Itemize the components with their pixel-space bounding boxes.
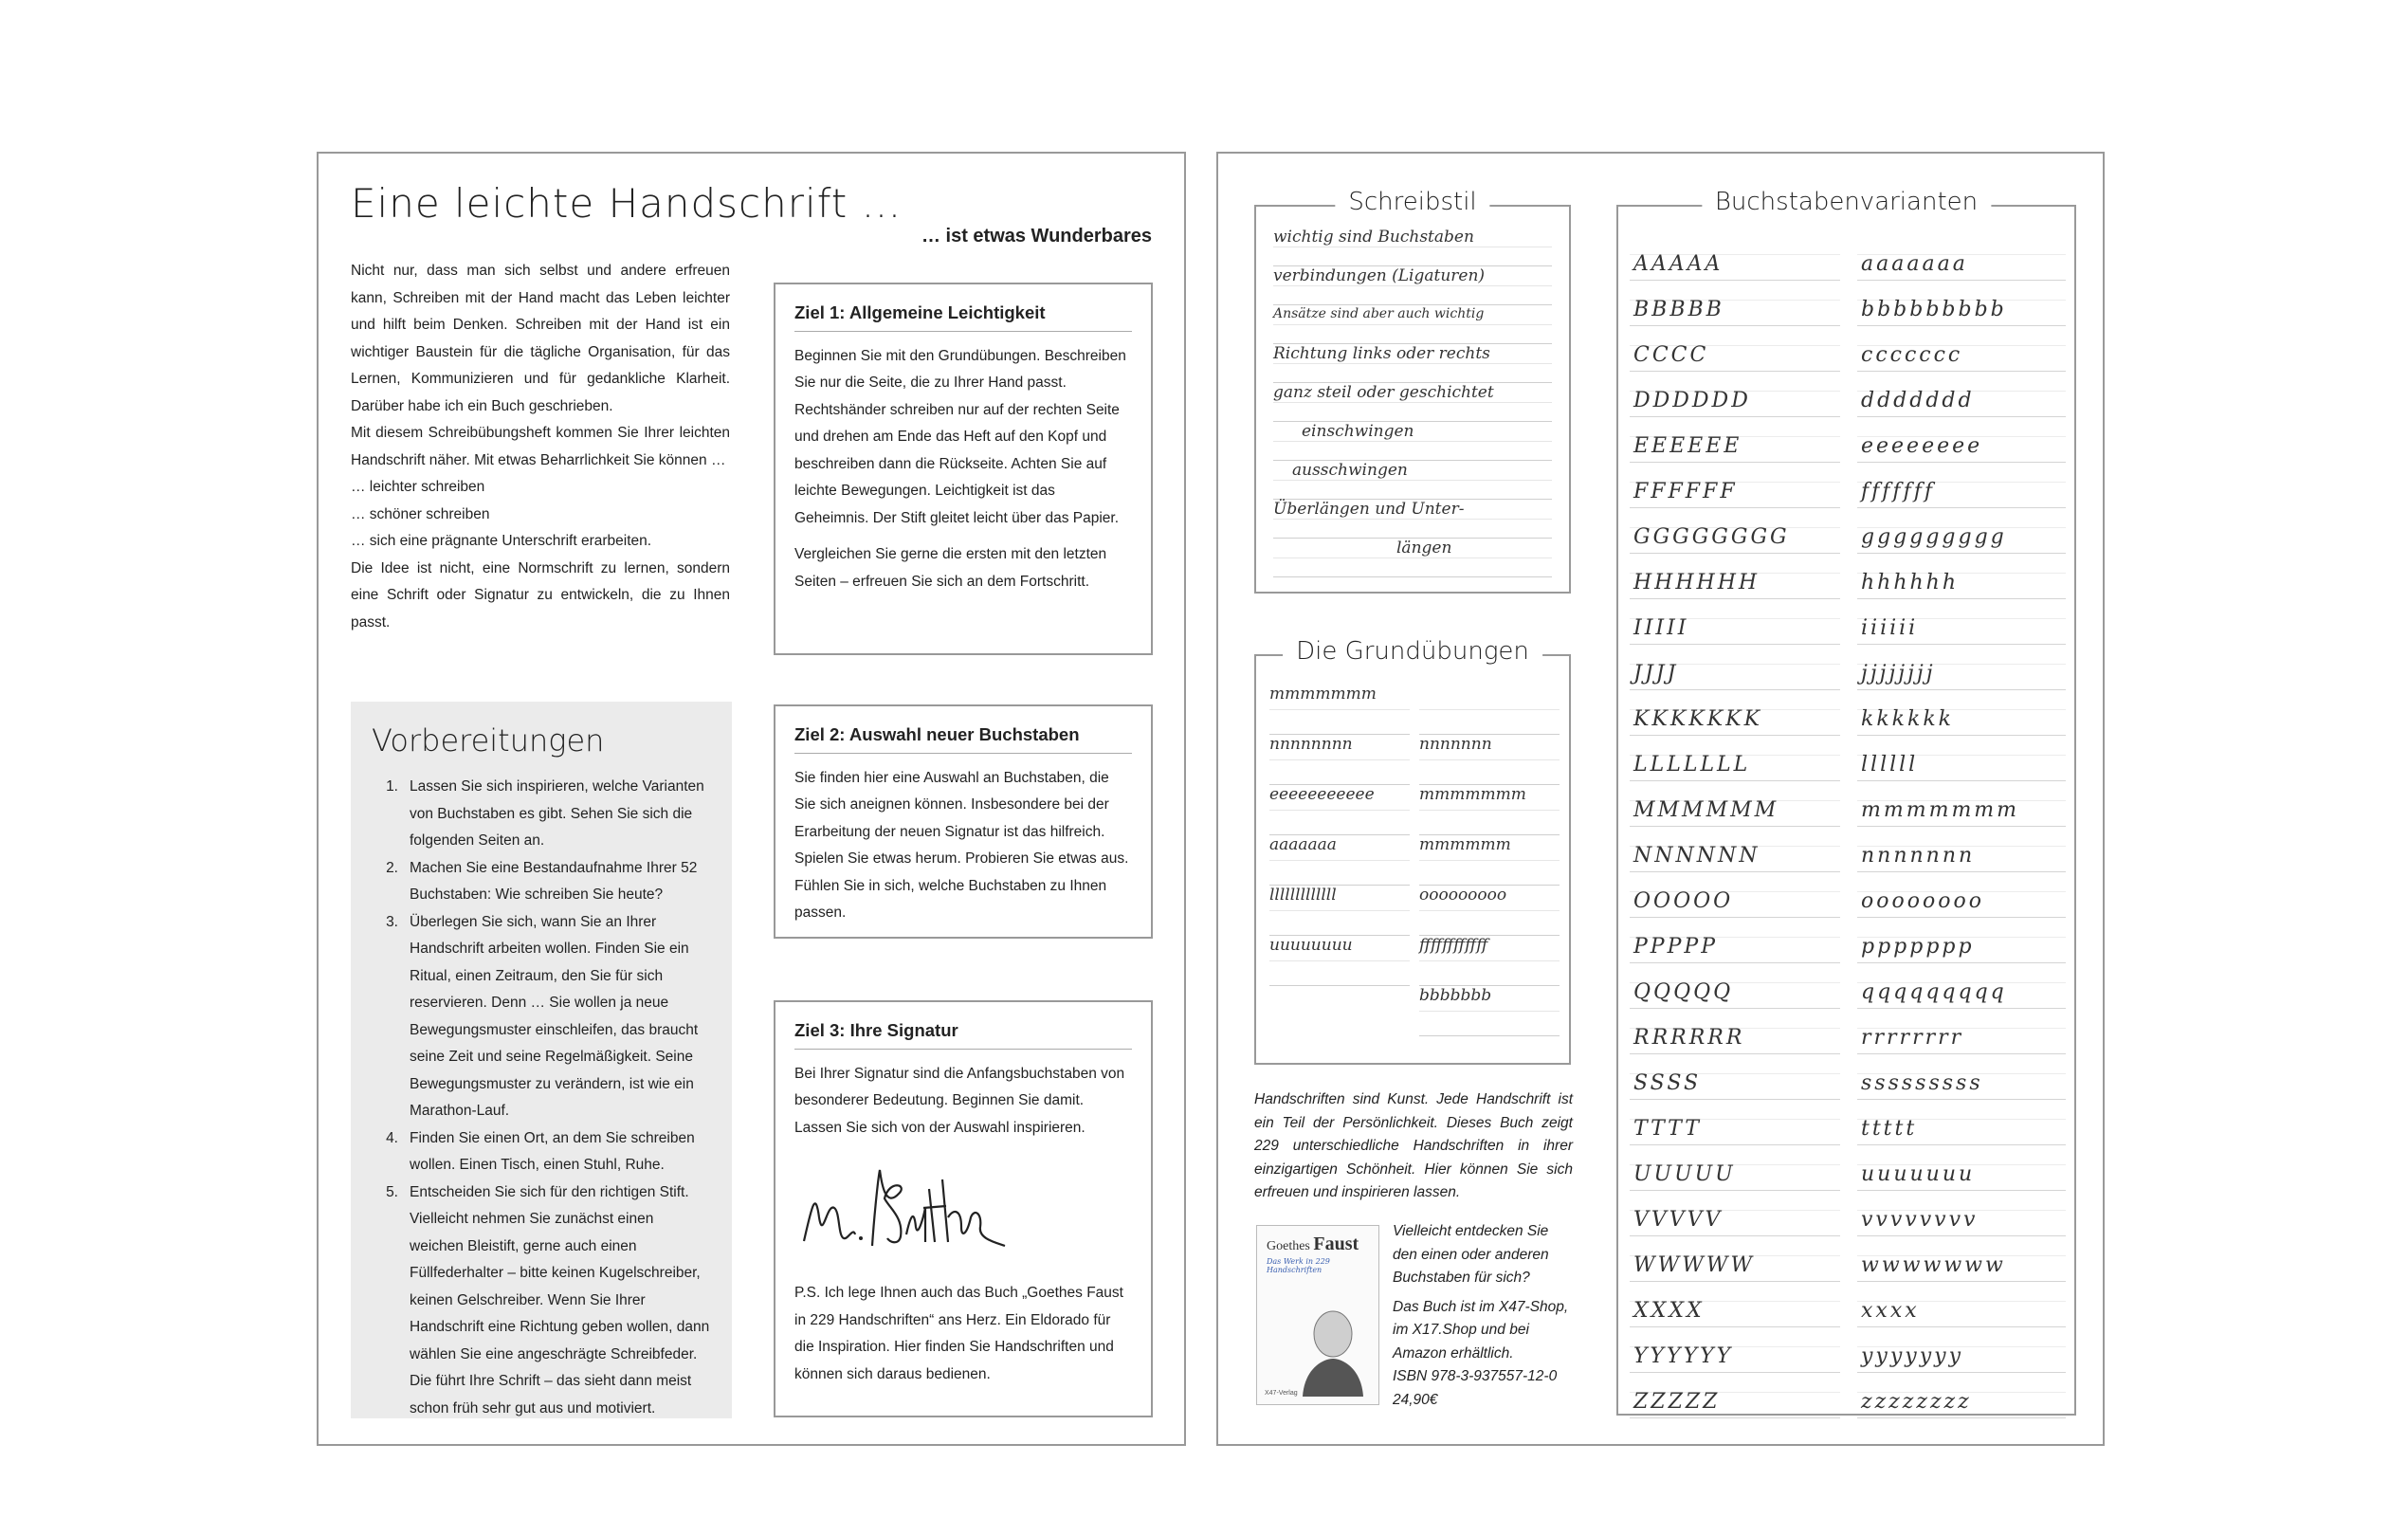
alphabet-row [1857, 372, 2066, 417]
goal-3-text: Bei Ihrer Signatur sind die Anfangsbuchstaben von besonderer Bedeutung. Beginnen Sie damit. Lassen Sie sich von der Auswahl inspirieren. [794, 1065, 1125, 1136]
exercise-sample: nnnnnnn [1419, 735, 1492, 754]
lined-row [1419, 835, 1560, 886]
alphabet-row [1630, 1191, 1840, 1236]
goal-3-box [774, 1000, 1153, 1417]
lined-row [1269, 785, 1410, 835]
lined-row [1269, 936, 1410, 986]
uppercase-variant: DDDDDD [1633, 389, 1751, 412]
list-item [372, 1179, 711, 1423]
lowercase-variant: ccccccc [1861, 343, 1963, 367]
lowercase-variant: aaaaaaa [1861, 252, 1968, 276]
lowercase-variant: uuuuuuu [1861, 1162, 1976, 1186]
buchstaben-title: Buchstabenvarianten [1702, 188, 1991, 216]
handwriting-sample: Ansätze sind aber auch wichtig [1273, 306, 1485, 321]
lined-row [1419, 685, 1560, 735]
uppercase-variant: BBBBB [1633, 298, 1724, 321]
book-isbn: ISBN 978-3-937557-12-0 [1393, 1368, 1558, 1384]
book-side-question: Vielleicht entdecken Sie den einen oder anderen Buchstaben für sich? [1393, 1223, 1549, 1286]
goal-2-box [774, 704, 1153, 939]
lowercase-variant: fffffff [1861, 480, 1935, 503]
alphabet-row [1857, 326, 2066, 372]
signature-image [794, 1151, 1132, 1274]
handwriting-sample: längen [1396, 539, 1452, 557]
exercise-sample: uuuuuuuu [1269, 936, 1353, 955]
list-item [372, 855, 711, 909]
uppercase-variant: VVVVV [1633, 1208, 1724, 1232]
lined-row [1273, 500, 1552, 539]
uppercase-variant: YYYYYY [1633, 1344, 1734, 1368]
lined-row [1419, 936, 1560, 986]
list-number: 5. [386, 1183, 398, 1200]
exercise-sample: bbbbbbb [1419, 986, 1492, 1005]
uppercase-variant: GGGGGGGG [1633, 525, 1790, 549]
exercise-sample: ooooooooo [1419, 886, 1507, 905]
list-text: Entscheiden Sie sich für den richtigen Stift. Vielleicht nehmen Sie zunächst einen weichen Bleistift, gerne auch einen Füllfederhalter – bitte keinen Kugelschreiber, keinen Gelschreiber. Wenn Sie Ihrer Handschrift eine Richtung geben wollen, dann wählen Sie eine angeschrägte Schreibfeder. Die führt Ihre Schrift – das sieht dann meist schon früh sehr gut aus und motiviert. [410, 1183, 710, 1416]
alphabet-row [1630, 963, 1840, 1009]
lowercase-variant: nnnnnnn [1861, 844, 1976, 868]
lined-row [1419, 886, 1560, 936]
book-description: Handschriften sind Kunst. Jede Handschrift ist ein Teil der Persönlichkeit. Dieses Buch zeigt 229 unterschiedliche Handschriften in ihrer einzigartigen Schönheit. Hier können Sie sich erfreuen und inspirieren lassen. [1254, 1091, 1573, 1200]
lined-row [1273, 344, 1552, 383]
alphabet-row [1857, 963, 2066, 1009]
uppercase-variant: FFFFFF [1633, 480, 1738, 503]
alphabet-row [1857, 235, 2066, 281]
lined-row [1273, 266, 1552, 305]
grundubungen-title: Die Grundübungen [1283, 637, 1542, 666]
page-title: Eine leichte Handschrift … [351, 180, 903, 227]
lowercase-variant: llllll [1861, 753, 1919, 777]
alphabet-row [1857, 554, 2066, 599]
uppercase-variant: OOOOO [1633, 889, 1734, 913]
alphabet-row [1630, 281, 1840, 326]
intro-paragraph: … sich eine prägnante Unterschrift erarbeiten. [351, 533, 652, 549]
exercise-sample: mmmmmm [1419, 835, 1511, 854]
lowercase-variant: kkkkkk [1861, 707, 1954, 731]
uppercase-variant: LLLLLLL [1633, 753, 1751, 777]
alphabet-row [1630, 1282, 1840, 1327]
alphabet-row [1857, 645, 2066, 690]
uppercase-variant: TTTT [1633, 1117, 1702, 1141]
handwriting-sample: ausschwingen [1292, 461, 1408, 480]
exercise-sample: ffffffffffff [1419, 936, 1488, 955]
alphabet-row [1630, 1145, 1840, 1191]
alphabet-row [1630, 417, 1840, 463]
exercise-column-right [1419, 685, 1560, 1036]
alphabet-row [1857, 1282, 2066, 1327]
goal-2-text: Sie finden hier eine Auswahl an Buchstaben, die Sie sich aneignen können. Insbesondere bei der Erarbeitung der neuen Signatur ist das hilfreich. Spielen Sie etwas herum. Probieren Sie etwas aus. Fühlen Sie in sich, welche Buchstaben zu Ihnen passen. [794, 769, 1129, 921]
schreibstil-title: Schreibstil [1335, 188, 1489, 216]
exercise-sample: lllllllllllll [1269, 886, 1337, 905]
lowercase-column [1857, 235, 2066, 1418]
lowercase-variant: ppppppp [1861, 935, 1975, 959]
book-price: 24,90€ [1393, 1391, 1438, 1408]
alphabet-row [1630, 690, 1840, 736]
lined-row [1273, 228, 1552, 266]
book-cover-title [1257, 1226, 1378, 1255]
lowercase-variant: mmmmmmm [1861, 798, 2020, 822]
exercise-sample: eeeeeeeeeee [1269, 785, 1375, 804]
alphabet-row [1857, 827, 2066, 872]
lowercase-variant: oooooooo [1861, 889, 1984, 913]
schreibstil-lines [1273, 228, 1552, 577]
lowercase-variant: zzzzzzzz [1861, 1390, 1972, 1414]
uppercase-variant: KKKKKKK [1633, 707, 1763, 731]
lowercase-variant: ddddddd [1861, 389, 1975, 412]
exercise-sample: mmmmmmm [1419, 785, 1526, 804]
page-subtitle: … ist etwas Wunderbares [921, 226, 1152, 247]
handwriting-sample: verbindungen (Ligaturen) [1273, 266, 1486, 285]
uppercase-variant: AAAAA [1633, 252, 1724, 276]
alphabet-row [1857, 1009, 2066, 1054]
lowercase-variant: ttttt [1861, 1117, 1918, 1141]
goal-2-title: Ziel 2: Auswahl neuer Buchstaben [794, 722, 1132, 754]
uppercase-column [1630, 235, 1840, 1418]
lined-row [1273, 383, 1552, 422]
handwriting-sample: Richtung links oder rechts [1273, 344, 1490, 363]
list-number: 3. [386, 913, 398, 930]
preparations-list [372, 774, 711, 1422]
alphabet-row [1857, 417, 2066, 463]
alphabet-row [1630, 1054, 1840, 1100]
lowercase-variant: hhhhhh [1861, 571, 1960, 594]
alphabet-row [1857, 781, 2066, 827]
alphabet-row [1630, 235, 1840, 281]
alphabet-row [1630, 918, 1840, 963]
lined-row [1273, 305, 1552, 344]
goal-3-title: Ziel 3: Ihre Signatur [794, 1017, 1132, 1050]
alphabet-row [1630, 1373, 1840, 1418]
lowercase-variant: eeeeeeee [1861, 434, 1983, 458]
uppercase-variant: XXXX [1633, 1299, 1705, 1323]
lined-row [1273, 461, 1552, 500]
alphabet-row [1630, 1236, 1840, 1282]
intro-paragraph: Mit diesem Schreibübungsheft kommen Sie Ihrer leichten Handschrift näher. Mit etwas Beharrlichkeit Sie können … [351, 425, 730, 468]
alphabet-row [1630, 554, 1840, 599]
handwriting-sample: einschwingen [1302, 422, 1414, 441]
lowercase-variant: xxxx [1861, 1299, 1920, 1323]
alphabet-row [1630, 372, 1840, 417]
alphabet-row [1630, 645, 1840, 690]
goal-1-text: Beginnen Sie mit den Grundübungen. Beschreiben Sie nur die Seite, die zu Ihrer Hand passt. Rechtshänder schreiben nur auf der rechten Seite und drehen am Ende das Heft auf den Kopf und beschreiben dann die Rückseite. Achten Sie auf leichte Bewegungen. Leichtigkeit ist das Geheimnis. Der Stift gleitet leicht über das Papier. [794, 347, 1126, 526]
lined-row [1269, 886, 1410, 936]
alphabet-row [1857, 1054, 2066, 1100]
uppercase-variant: EEEEEE [1633, 434, 1742, 458]
uppercase-variant: NNNNNN [1633, 844, 1760, 868]
goal-1-title: Ziel 1: Allgemeine Leichtigkeit [794, 300, 1132, 332]
list-text: Machen Sie eine Bestandaufnahme Ihrer 52 Buchstaben: Wie schreiben Sie heute? [410, 859, 698, 903]
alphabet-row [1630, 326, 1840, 372]
handwriting-sample: Überlängen und Unter- [1273, 500, 1465, 519]
lowercase-variant: vvvvvvvv [1861, 1208, 1979, 1232]
uppercase-variant: HHHHHH [1633, 571, 1760, 594]
handwriting-sample: ganz steil oder geschichtet [1273, 383, 1494, 402]
goal-1-box [774, 283, 1153, 655]
list-number: 2. [386, 859, 398, 876]
lined-row [1269, 685, 1410, 735]
lined-row [1419, 986, 1560, 1036]
lined-row [1273, 539, 1552, 577]
preparations-title: Vorbereitungen [372, 722, 605, 758]
alphabet-row [1857, 1236, 2066, 1282]
uppercase-variant: IIIII [1633, 616, 1689, 640]
right-page [1216, 152, 2105, 1446]
alphabet-row [1630, 781, 1840, 827]
lowercase-variant: sssssssss [1861, 1071, 1983, 1095]
alphabet-row [1857, 690, 2066, 736]
lowercase-variant: iiiiii [1861, 616, 1919, 640]
alphabet-row [1857, 872, 2066, 918]
uppercase-variant: WWWWW [1633, 1253, 1756, 1277]
intro-text [351, 258, 730, 636]
list-item [372, 774, 711, 855]
exercise-sample: mmmmmmm [1269, 685, 1377, 704]
exercise-sample: aaaaaaa [1269, 835, 1337, 854]
alphabet-row [1857, 1100, 2066, 1145]
lined-row [1269, 735, 1410, 785]
alphabet-row [1630, 872, 1840, 918]
goal-3-text-2: P.S. Ich lege Ihnen auch das Buch „Goethes Faust in 229 Handschriften“ ans Herz. Ein Eldorado für die Inspiration. Hier finden Sie Handschriften und können sich daraus bedienen. [794, 1285, 1123, 1382]
schreibstil-box [1254, 188, 1571, 594]
intro-paragraph: … schöner schreiben [351, 505, 490, 522]
alphabet-row [1630, 1100, 1840, 1145]
book-cover-subtitle: Das Werk in 229 Handschriften [1267, 1257, 1330, 1274]
uppercase-variant: CCCC [1633, 343, 1709, 367]
list-text: Finden Sie einen Ort, an dem Sie schreiben wollen. Einen Tisch, einen Stuhl, Ruhe. [410, 1129, 695, 1173]
lined-row [1273, 422, 1552, 461]
lowercase-variant: jjjjjjjj [1861, 662, 1936, 685]
intro-paragraph: Nicht nur, dass man sich selbst und andere erfreuen kann, Schreiben mit der Hand macht das Leben leichter und hilft beim Denken. Schreiben mit der Hand ist ein wichtiger Baustein für die tägliche Organisation, für das Lernen, Kommunizieren und für gedankliche Klarheit. Darüber habe ich ein Buch geschrieben. [351, 263, 730, 414]
book-cover-title-b: Faust [1313, 1234, 1359, 1254]
exercise-sample: nnnnnnnn [1269, 735, 1353, 754]
alphabet-row [1857, 918, 2066, 963]
lined-row [1419, 735, 1560, 785]
lowercase-variant: bbbbbbbbb [1861, 298, 2007, 321]
alphabet-row [1630, 599, 1840, 645]
intro-paragraph: … leichter schreiben [351, 479, 485, 495]
uppercase-variant: MMMMMM [1633, 798, 1779, 822]
alphabet-row [1857, 1191, 2066, 1236]
left-page [317, 152, 1186, 1446]
lowercase-variant: qqqqqqqqq [1861, 980, 2007, 1004]
lined-row [1269, 835, 1410, 886]
alphabet-row [1630, 827, 1840, 872]
uppercase-variant: UUUUU [1633, 1162, 1736, 1186]
intro-paragraph: Die Idee ist nicht, eine Normschrift zu lernen, sondern eine Schrift oder Signatur zu entwickeln, die zu Ihnen passt. [351, 559, 730, 631]
uppercase-variant: RRRRRR [1633, 1026, 1745, 1050]
list-text: Überlegen Sie sich, wann Sie an Ihrer Handschrift arbeiten wollen. Finden Sie ein Ritual, einen Zeitraum, den Sie für sich reservieren. Denn … Sie wollen ja neue Bewegungsmuster einschleifen, das braucht seine Zeit und seine Regelmäßigkeit. Seine Bewegungsmuster zu verändern, ist wie ein Marathon-Lauf. [410, 913, 699, 1119]
lowercase-variant: ggggggggg [1861, 525, 2007, 549]
lined-row [1419, 785, 1560, 835]
list-item [372, 1125, 711, 1179]
list-item [372, 909, 711, 1125]
alphabet-row [1857, 1145, 2066, 1191]
lowercase-variant: wwwwwww [1861, 1253, 2006, 1277]
uppercase-variant: SSSS [1633, 1071, 1702, 1095]
uppercase-variant: JJJJ [1633, 662, 1679, 685]
book-availability: Das Buch ist im X47-Shop, im X17.Shop und bei Amazon erhältlich. [1393, 1298, 1569, 1362]
uppercase-variant: ZZZZZ [1633, 1390, 1721, 1414]
book-cover-title-a: Goethes [1267, 1239, 1310, 1253]
list-number: 4. [386, 1129, 398, 1146]
lowercase-variant: yyyyyyy [1861, 1344, 1964, 1368]
lowercase-variant: rrrrrrrr [1861, 1026, 1964, 1050]
uppercase-variant: QQQQQ [1633, 980, 1734, 1004]
alphabet-row [1630, 463, 1840, 508]
list-text: Lassen Sie sich inspirieren, welche Varianten von Buchstaben es gibt. Sehen Sie sich die folgenden Seiten an. [410, 778, 704, 849]
alphabet-row [1857, 281, 2066, 326]
alphabet-row [1630, 508, 1840, 554]
book-cover-image [1256, 1225, 1379, 1405]
portrait-icon [1295, 1302, 1371, 1397]
alphabet-row [1630, 1009, 1840, 1054]
alphabet-row [1857, 508, 2066, 554]
alphabet-row [1630, 736, 1840, 781]
alphabet-row [1857, 599, 2066, 645]
alphabet-row [1630, 1327, 1840, 1373]
alphabet-row [1857, 736, 2066, 781]
book-cover-publisher: X47-Verlag [1265, 1390, 1298, 1397]
preparations-box [351, 702, 732, 1418]
goal-1-text-2: Vergleichen Sie gerne die ersten mit den letzten Seiten – erfreuen Sie sich an dem Fortschritt. [794, 546, 1107, 590]
grundubungen-box [1254, 637, 1571, 1065]
handwriting-sample: wichtig sind Buchstaben [1273, 228, 1474, 247]
list-number: 1. [386, 778, 398, 795]
uppercase-variant: PPPPP [1633, 935, 1719, 959]
book-side-text [1393, 1220, 1573, 1412]
alphabet-row [1857, 463, 2066, 508]
alphabet-row [1857, 1373, 2066, 1418]
exercise-column-left [1269, 685, 1410, 986]
alphabet-row [1857, 1327, 2066, 1373]
buchstabenvarianten-box [1616, 188, 2076, 1416]
